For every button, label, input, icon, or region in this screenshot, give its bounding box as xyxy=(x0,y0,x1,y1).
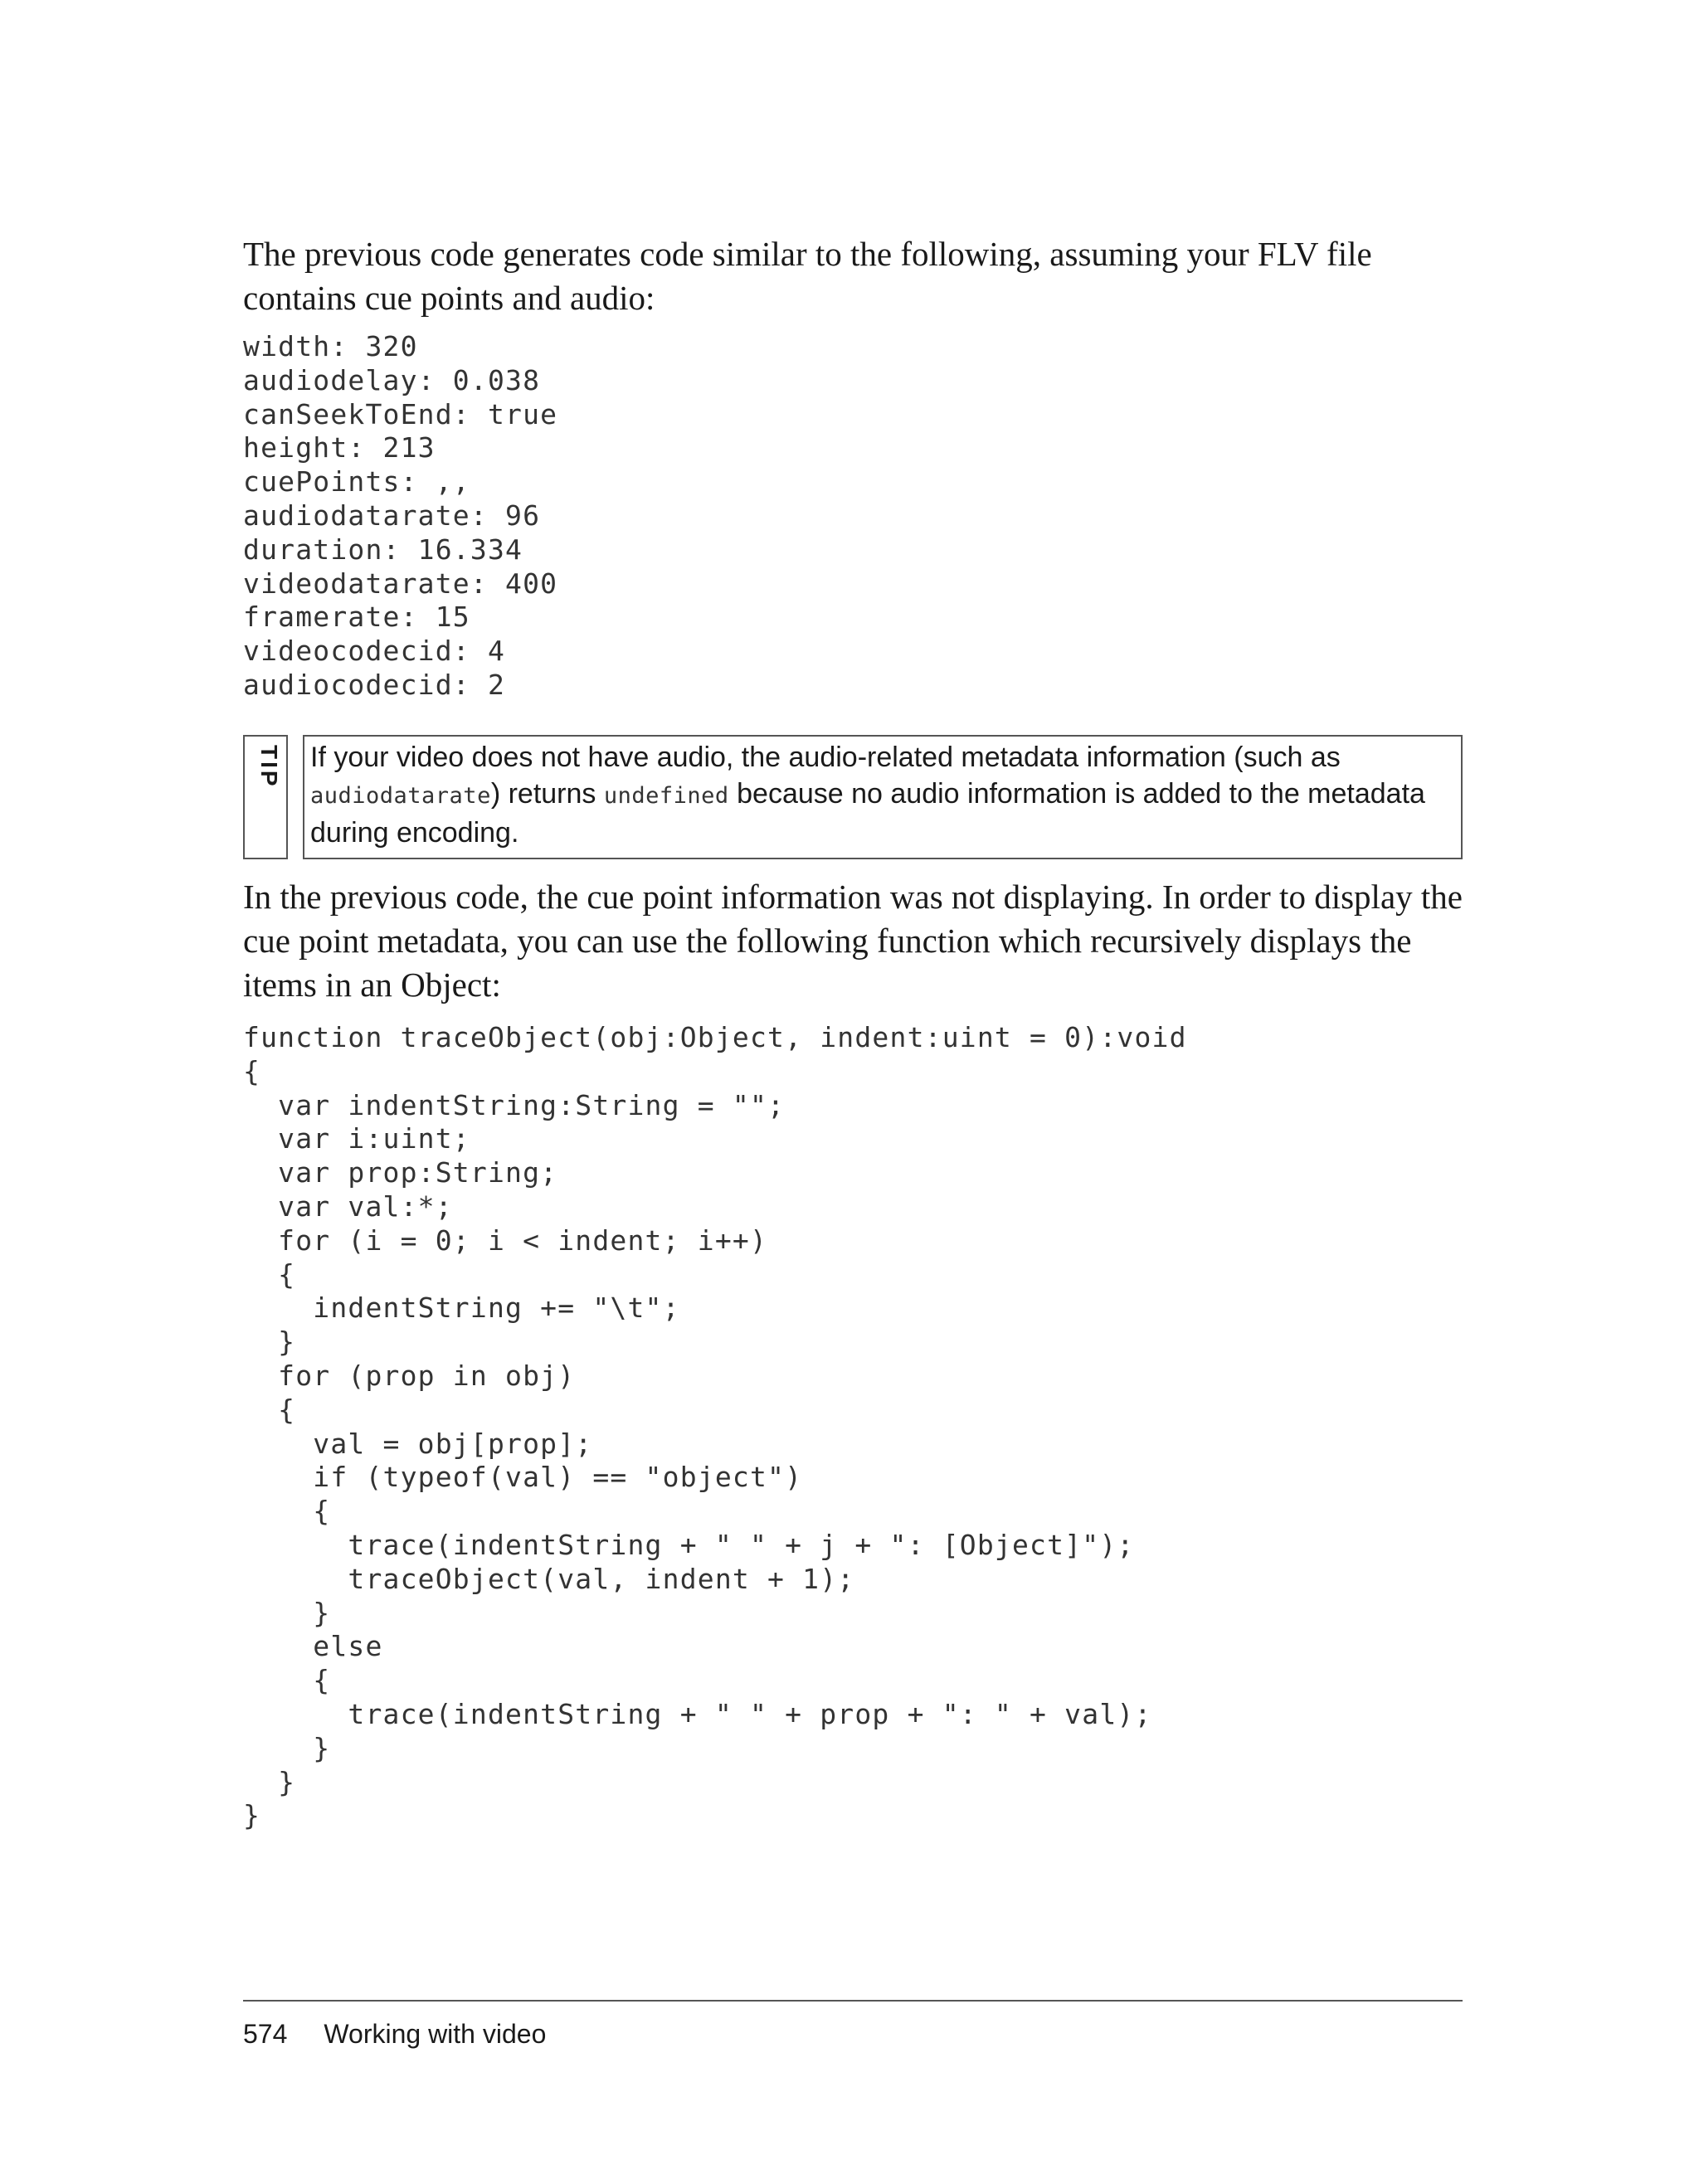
book-page xyxy=(243,0,1463,2184)
tip-text-before: If your video does not have audio, the audio-related metadata information (such as xyxy=(310,742,1341,773)
tip-content-box xyxy=(303,735,1463,859)
tip-text-middle: ) returns xyxy=(490,778,604,810)
footer-divider xyxy=(243,2000,1463,2002)
tip-callout xyxy=(243,735,1463,861)
chapter-title: Working with video xyxy=(324,2019,547,2049)
tip-label: TIP xyxy=(256,745,282,789)
trace-object-code-block: function traceObject(obj:Object, indent:uint = 0):void { var indentString:String = ""; var i:uint; var prop:String; var val:*; for (i = 0; i < indent; i++) { indentString += "\t"; } for (prop in obj) { val = obj[prop]; if (typeof(val) == "object") { trace(indentString + " " + j + ": [Object]"); traceObject(val, indent + 1); } else { trace(indentString + " " + prop + ": " + val); } } } xyxy=(243,1021,1187,1832)
metadata-code-block: width: 320 audiodelay: 0.038 canSeekToEnd: true height: 213 cuePoints: ,, audiodatarate: 96 duration: 16.334 videodatarate: 400 framerate: 15 videocodecid: 4 audiocodecid: 2 xyxy=(243,330,558,701)
page-number: 574 xyxy=(243,2019,288,2049)
tip-inline-code-undefined: undefined xyxy=(603,783,729,809)
intro-paragraph: The previous code generates code similar to the following, assuming your FLV file contains cue points and audio: xyxy=(243,235,1372,317)
followup-paragraph: In the previous code, the cue point information was not displaying. In order to display the cue point metadata, you can use the following function which recursively displays the items in an Object: xyxy=(243,878,1463,1004)
tip-text xyxy=(310,739,1454,851)
tip-text-after: because no audio information is added to the metadata during encoding. xyxy=(310,778,1425,849)
page-footer xyxy=(243,2017,546,2050)
tip-inline-code-audiodatarate: audiodatarate xyxy=(310,783,491,809)
tip-label-box xyxy=(243,735,288,859)
